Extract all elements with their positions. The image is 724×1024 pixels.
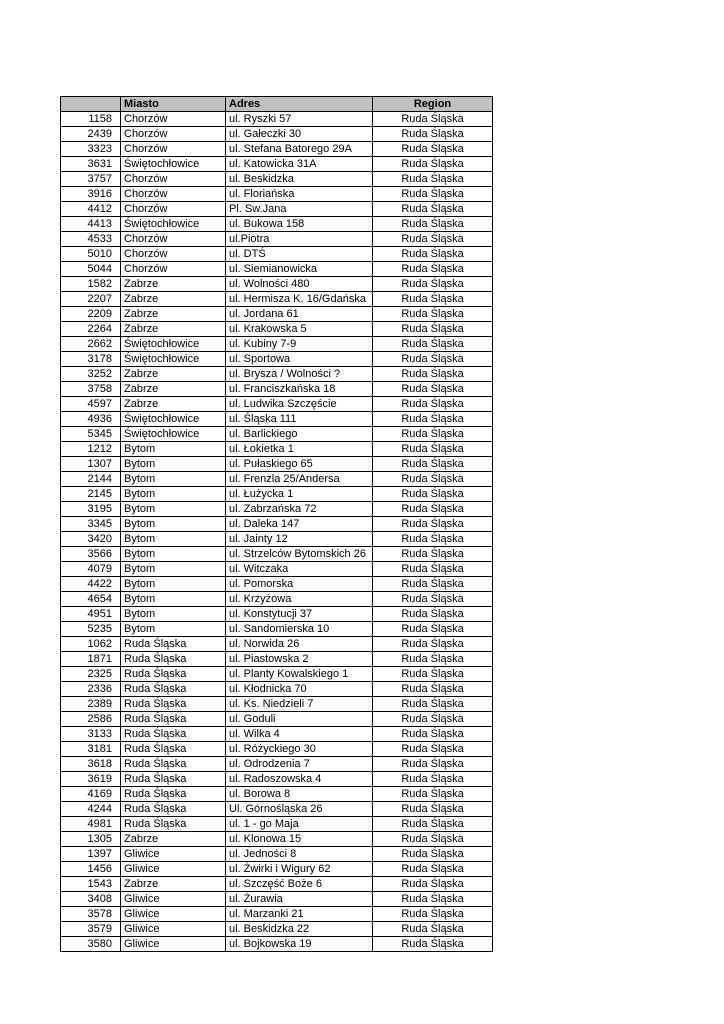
address-cell: ul. Marzanki 21 — [226, 907, 373, 922]
region-cell: Ruda Śląska — [373, 652, 493, 667]
table-row — [61, 607, 493, 622]
region-cell: Ruda Śląska — [373, 802, 493, 817]
region-cell: Ruda Śląska — [373, 277, 493, 292]
region-cell: Ruda Śląska — [373, 307, 493, 322]
address-cell: ul. Jainty 12 — [226, 532, 373, 547]
city-cell: Zabrze — [121, 277, 226, 292]
row-id-cell: 1212 — [61, 442, 121, 457]
address-cell: ul. Hermisza K. 16/Gdańska — [226, 292, 373, 307]
table-row — [61, 382, 493, 397]
region-cell: Ruda Śląska — [373, 157, 493, 172]
region-cell: Ruda Śląska — [373, 712, 493, 727]
address-cell: ul.Piotra — [226, 232, 373, 247]
city-cell: Gliwice — [121, 847, 226, 862]
table-row — [61, 622, 493, 637]
row-id-cell: 5044 — [61, 262, 121, 277]
address-cell: ul. Kłodnicka 70 — [226, 682, 373, 697]
region-cell: Ruda Śląska — [373, 172, 493, 187]
region-cell: Ruda Śląska — [373, 322, 493, 337]
table-row — [61, 847, 493, 862]
row-id-cell: 3345 — [61, 517, 121, 532]
table-row — [61, 937, 493, 952]
region-cell: Ruda Śląska — [373, 367, 493, 382]
table-row — [61, 112, 493, 127]
region-cell: Ruda Śląska — [373, 592, 493, 607]
city-cell: Chorzów — [121, 127, 226, 142]
region-cell: Ruda Śląska — [373, 532, 493, 547]
city-cell: Ruda Śląska — [121, 757, 226, 772]
city-cell: Ruda Śląska — [121, 742, 226, 757]
table-row — [61, 337, 493, 352]
address-cell: ul. 1 - go Maja — [226, 817, 373, 832]
address-cell: ul. Pułaskiego 65 — [226, 457, 373, 472]
row-id-cell: 3618 — [61, 757, 121, 772]
city-cell: Chorzów — [121, 187, 226, 202]
region-cell: Ruda Śląska — [373, 727, 493, 742]
table-row — [61, 427, 493, 442]
row-id-cell: 3579 — [61, 922, 121, 937]
address-cell: ul. Siemianowicka — [226, 262, 373, 277]
city-cell: Ruda Śląska — [121, 772, 226, 787]
table-row — [61, 127, 493, 142]
city-cell: Zabrze — [121, 382, 226, 397]
city-cell: Bytom — [121, 532, 226, 547]
table-body — [61, 112, 493, 952]
row-id-cell: 3631 — [61, 157, 121, 172]
city-cell: Świętochłowice — [121, 157, 226, 172]
table-row — [61, 772, 493, 787]
city-cell: Bytom — [121, 502, 226, 517]
table-row — [61, 922, 493, 937]
table-row — [61, 502, 493, 517]
row-id-cell: 3195 — [61, 502, 121, 517]
address-cell: ul. Katowicka 31A — [226, 157, 373, 172]
region-cell: Ruda Śląska — [373, 487, 493, 502]
row-id-cell: 1158 — [61, 112, 121, 127]
row-id-cell: 3916 — [61, 187, 121, 202]
region-cell: Ruda Śląska — [373, 517, 493, 532]
region-cell: Ruda Śląska — [373, 907, 493, 922]
address-cell: ul. Brysza / Wolności ? — [226, 367, 373, 382]
table-row — [61, 442, 493, 457]
table-row — [61, 487, 493, 502]
row-id-cell: 3580 — [61, 937, 121, 952]
city-cell: Zabrze — [121, 322, 226, 337]
table-row — [61, 877, 493, 892]
row-id-cell: 2144 — [61, 472, 121, 487]
row-id-cell: 2662 — [61, 337, 121, 352]
row-id-cell: 4936 — [61, 412, 121, 427]
city-cell: Ruda Śląska — [121, 682, 226, 697]
table-row — [61, 517, 493, 532]
city-cell: Bytom — [121, 487, 226, 502]
address-cell: ul. Sportowa — [226, 352, 373, 367]
city-cell: Bytom — [121, 457, 226, 472]
region-cell: Ruda Śląska — [373, 637, 493, 652]
address-cell: ul. Piastowska 2 — [226, 652, 373, 667]
region-cell: Ruda Śląska — [373, 472, 493, 487]
region-cell: Ruda Śląska — [373, 187, 493, 202]
row-id-cell: 3181 — [61, 742, 121, 757]
region-cell: Ruda Śląska — [373, 862, 493, 877]
address-cell: ul. Borowa 8 — [226, 787, 373, 802]
row-id-cell: 4597 — [61, 397, 121, 412]
region-cell: Ruda Śląska — [373, 427, 493, 442]
row-id-cell: 4412 — [61, 202, 121, 217]
row-id-cell: 4951 — [61, 607, 121, 622]
address-cell: ul. Żurawia — [226, 892, 373, 907]
region-cell: Ruda Śląska — [373, 832, 493, 847]
row-id-cell: 3619 — [61, 772, 121, 787]
region-cell: Ruda Śląska — [373, 202, 493, 217]
table-row — [61, 532, 493, 547]
table-row — [61, 262, 493, 277]
row-id-cell: 4533 — [61, 232, 121, 247]
table-row — [61, 247, 493, 262]
address-cell: ul. Wilka 4 — [226, 727, 373, 742]
address-cell: ul. Różyckiego 30 — [226, 742, 373, 757]
row-id-cell: 1305 — [61, 832, 121, 847]
table-row — [61, 172, 493, 187]
region-cell: Ruda Śląska — [373, 337, 493, 352]
city-cell: Bytom — [121, 472, 226, 487]
city-cell: Chorzów — [121, 112, 226, 127]
city-cell: Świętochłowice — [121, 427, 226, 442]
city-cell: Chorzów — [121, 247, 226, 262]
city-cell: Świętochłowice — [121, 217, 226, 232]
row-id-cell: 4422 — [61, 577, 121, 592]
address-cell: ul. Krzyżowa — [226, 592, 373, 607]
region-cell: Ruda Śląska — [373, 787, 493, 802]
table-row — [61, 637, 493, 652]
region-cell: Ruda Śląska — [373, 442, 493, 457]
table-row — [61, 577, 493, 592]
region-cell: Ruda Śląska — [373, 607, 493, 622]
city-cell: Bytom — [121, 622, 226, 637]
region-cell: Ruda Śląska — [373, 757, 493, 772]
row-id-cell: 2209 — [61, 307, 121, 322]
city-cell: Ruda Śląska — [121, 667, 226, 682]
table-row — [61, 457, 493, 472]
address-cell: Ul. Górnośląska 26 — [226, 802, 373, 817]
column-header-adres: Adres — [226, 97, 373, 112]
row-id-cell: 3323 — [61, 142, 121, 157]
row-id-cell: 2145 — [61, 487, 121, 502]
table-row — [61, 472, 493, 487]
table-row — [61, 802, 493, 817]
region-cell: Ruda Śląska — [373, 667, 493, 682]
row-id-cell: 3578 — [61, 907, 121, 922]
city-cell: Gliwice — [121, 892, 226, 907]
table-row — [61, 787, 493, 802]
address-cell: ul. Ryszki 57 — [226, 112, 373, 127]
row-id-cell: 3178 — [61, 352, 121, 367]
city-cell: Zabrze — [121, 307, 226, 322]
row-id-cell: 1456 — [61, 862, 121, 877]
region-cell: Ruda Śląska — [373, 577, 493, 592]
city-cell: Ruda Śląska — [121, 727, 226, 742]
region-cell: Ruda Śląska — [373, 742, 493, 757]
row-id-cell: 3566 — [61, 547, 121, 562]
city-cell: Bytom — [121, 442, 226, 457]
region-cell: Ruda Śląska — [373, 142, 493, 157]
table-row — [61, 652, 493, 667]
address-cell: ul. Stefana Batorego 29A — [226, 142, 373, 157]
city-cell: Ruda Śląska — [121, 787, 226, 802]
address-cell: ul. Bojkowska 19 — [226, 937, 373, 952]
address-cell: Pl. Sw.Jana — [226, 202, 373, 217]
row-id-cell: 4981 — [61, 817, 121, 832]
region-cell: Ruda Śląska — [373, 847, 493, 862]
table-row — [61, 727, 493, 742]
address-cell: ul. Wolności 480 — [226, 277, 373, 292]
address-cell: ul. Ludwika Szczęście — [226, 397, 373, 412]
address-cell: ul. Zabrzańska 72 — [226, 502, 373, 517]
region-cell: Ruda Śląska — [373, 412, 493, 427]
row-id-cell: 1543 — [61, 877, 121, 892]
city-cell: Ruda Śląska — [121, 712, 226, 727]
table-row — [61, 562, 493, 577]
row-id-cell: 4169 — [61, 787, 121, 802]
table-row — [61, 232, 493, 247]
table-row — [61, 307, 493, 322]
address-cell: ul. Szczęść Boże 6 — [226, 877, 373, 892]
address-cell: ul. Strzelców Bytomskich 26 — [226, 547, 373, 562]
region-cell: Ruda Śląska — [373, 937, 493, 952]
city-cell: Chorzów — [121, 262, 226, 277]
row-id-cell: 4244 — [61, 802, 121, 817]
address-cell: ul. Goduli — [226, 712, 373, 727]
region-cell: Ruda Śląska — [373, 697, 493, 712]
row-id-cell: 1397 — [61, 847, 121, 862]
city-cell: Bytom — [121, 517, 226, 532]
table-row — [61, 697, 493, 712]
region-cell: Ruda Śląska — [373, 127, 493, 142]
table-row — [61, 277, 493, 292]
row-id-cell: 5345 — [61, 427, 121, 442]
address-cell: ul. Jordana 61 — [226, 307, 373, 322]
city-cell: Chorzów — [121, 142, 226, 157]
row-id-cell: 1307 — [61, 457, 121, 472]
row-id-cell: 1062 — [61, 637, 121, 652]
table-row — [61, 292, 493, 307]
city-cell: Zabrze — [121, 397, 226, 412]
city-cell: Bytom — [121, 607, 226, 622]
address-cell: ul. Odrodzenia 7 — [226, 757, 373, 772]
address-cell: ul. Beskidzka 22 — [226, 922, 373, 937]
table-row — [61, 202, 493, 217]
region-cell: Ruda Śląska — [373, 562, 493, 577]
column-header-region: Region — [373, 97, 493, 112]
address-cell: ul. Radoszowska 4 — [226, 772, 373, 787]
table-row — [61, 742, 493, 757]
city-cell: Chorzów — [121, 202, 226, 217]
region-cell: Ruda Śląska — [373, 877, 493, 892]
table-row — [61, 547, 493, 562]
address-cell: ul. Beskidzka — [226, 172, 373, 187]
region-cell: Ruda Śląska — [373, 217, 493, 232]
region-cell: Ruda Śląska — [373, 382, 493, 397]
region-cell: Ruda Śląska — [373, 352, 493, 367]
table-row — [61, 817, 493, 832]
row-id-cell: 1582 — [61, 277, 121, 292]
address-cell: ul. Norwida 26 — [226, 637, 373, 652]
table-row — [61, 217, 493, 232]
address-cell: ul. Sandomierska 10 — [226, 622, 373, 637]
locations-table-container — [60, 96, 493, 952]
table-row — [61, 832, 493, 847]
city-cell: Chorzów — [121, 232, 226, 247]
table-row — [61, 757, 493, 772]
address-cell: ul. Żwirki i Wigury 62 — [226, 862, 373, 877]
row-id-cell: 2586 — [61, 712, 121, 727]
table-row — [61, 157, 493, 172]
table-row — [61, 322, 493, 337]
region-cell: Ruda Śląska — [373, 817, 493, 832]
region-cell: Ruda Śląska — [373, 397, 493, 412]
table-header — [61, 97, 493, 112]
region-cell: Ruda Śląska — [373, 112, 493, 127]
row-id-cell: 3133 — [61, 727, 121, 742]
city-cell: Gliwice — [121, 862, 226, 877]
region-cell: Ruda Śląska — [373, 922, 493, 937]
header-row — [61, 97, 493, 112]
city-cell: Bytom — [121, 577, 226, 592]
table-row — [61, 397, 493, 412]
region-cell: Ruda Śląska — [373, 622, 493, 637]
table-row — [61, 412, 493, 427]
region-cell: Ruda Śląska — [373, 262, 493, 277]
address-cell: ul. Krakowska 5 — [226, 322, 373, 337]
city-cell: Chorzów — [121, 172, 226, 187]
region-cell: Ruda Śląska — [373, 232, 493, 247]
row-id-cell: 2207 — [61, 292, 121, 307]
table-row — [61, 712, 493, 727]
table-row — [61, 907, 493, 922]
row-id-cell: 2264 — [61, 322, 121, 337]
city-cell: Ruda Śląska — [121, 697, 226, 712]
table-row — [61, 892, 493, 907]
row-id-cell: 5010 — [61, 247, 121, 262]
region-cell: Ruda Śląska — [373, 502, 493, 517]
city-cell: Świętochłowice — [121, 412, 226, 427]
address-cell: ul. Łużycka 1 — [226, 487, 373, 502]
address-cell: ul. Śląska 111 — [226, 412, 373, 427]
table-row — [61, 352, 493, 367]
row-id-cell: 4413 — [61, 217, 121, 232]
address-cell: ul. Bukowa 158 — [226, 217, 373, 232]
address-cell: ul. Łokietka 1 — [226, 442, 373, 457]
city-cell: Gliwice — [121, 922, 226, 937]
row-id-cell: 2389 — [61, 697, 121, 712]
column-header-miasto: Miasto — [121, 97, 226, 112]
table-row — [61, 367, 493, 382]
row-id-cell: 3757 — [61, 172, 121, 187]
address-cell: ul. Daleka 147 — [226, 517, 373, 532]
city-cell: Świętochłowice — [121, 337, 226, 352]
address-cell: ul. Jedności 8 — [226, 847, 373, 862]
row-id-cell: 1871 — [61, 652, 121, 667]
region-cell: Ruda Śląska — [373, 682, 493, 697]
region-cell: Ruda Śląska — [373, 247, 493, 262]
city-cell: Ruda Śląska — [121, 652, 226, 667]
city-cell: Zabrze — [121, 832, 226, 847]
address-cell: ul. Konstytucji 37 — [226, 607, 373, 622]
locations-table — [60, 96, 493, 952]
address-cell: ul. Barlickiego — [226, 427, 373, 442]
city-cell: Ruda Śląska — [121, 817, 226, 832]
address-cell: ul. Ks. Niedzieli 7 — [226, 697, 373, 712]
region-cell: Ruda Śląska — [373, 892, 493, 907]
row-id-cell: 5235 — [61, 622, 121, 637]
row-id-cell: 3758 — [61, 382, 121, 397]
table-row — [61, 862, 493, 877]
row-id-cell: 4079 — [61, 562, 121, 577]
table-row — [61, 142, 493, 157]
address-cell: ul. Floriańska — [226, 187, 373, 202]
address-cell: ul. Klonowa 15 — [226, 832, 373, 847]
row-id-cell: 2325 — [61, 667, 121, 682]
city-cell: Bytom — [121, 592, 226, 607]
row-id-cell: 3252 — [61, 367, 121, 382]
city-cell: Ruda Śląska — [121, 802, 226, 817]
address-cell: ul. DTŚ — [226, 247, 373, 262]
row-id-cell: 3408 — [61, 892, 121, 907]
address-cell: ul. Pomorska — [226, 577, 373, 592]
city-cell: Gliwice — [121, 937, 226, 952]
address-cell: ul. Gałeczki 30 — [226, 127, 373, 142]
city-cell: Zabrze — [121, 292, 226, 307]
region-cell: Ruda Śląska — [373, 772, 493, 787]
row-id-cell: 2336 — [61, 682, 121, 697]
address-cell: ul. Franciszkańska 18 — [226, 382, 373, 397]
city-cell: Zabrze — [121, 367, 226, 382]
address-cell: ul. Witczaka — [226, 562, 373, 577]
region-cell: Ruda Śląska — [373, 457, 493, 472]
address-cell: ul. Kubiny 7-9 — [226, 337, 373, 352]
address-cell: ul. Planty Kowalskiego 1 — [226, 667, 373, 682]
region-cell: Ruda Śląska — [373, 292, 493, 307]
city-cell: Gliwice — [121, 907, 226, 922]
table-row — [61, 592, 493, 607]
city-cell: Zabrze — [121, 877, 226, 892]
region-cell: Ruda Śląska — [373, 547, 493, 562]
table-row — [61, 667, 493, 682]
row-id-cell: 4654 — [61, 592, 121, 607]
row-id-cell: 2439 — [61, 127, 121, 142]
city-cell: Ruda Śląska — [121, 637, 226, 652]
city-cell: Świętochłowice — [121, 352, 226, 367]
table-row — [61, 682, 493, 697]
city-cell: Bytom — [121, 562, 226, 577]
city-cell: Bytom — [121, 547, 226, 562]
row-id-cell: 3420 — [61, 532, 121, 547]
column-header-id — [61, 97, 121, 112]
table-row — [61, 187, 493, 202]
address-cell: ul. Frenzla 25/Andersa — [226, 472, 373, 487]
